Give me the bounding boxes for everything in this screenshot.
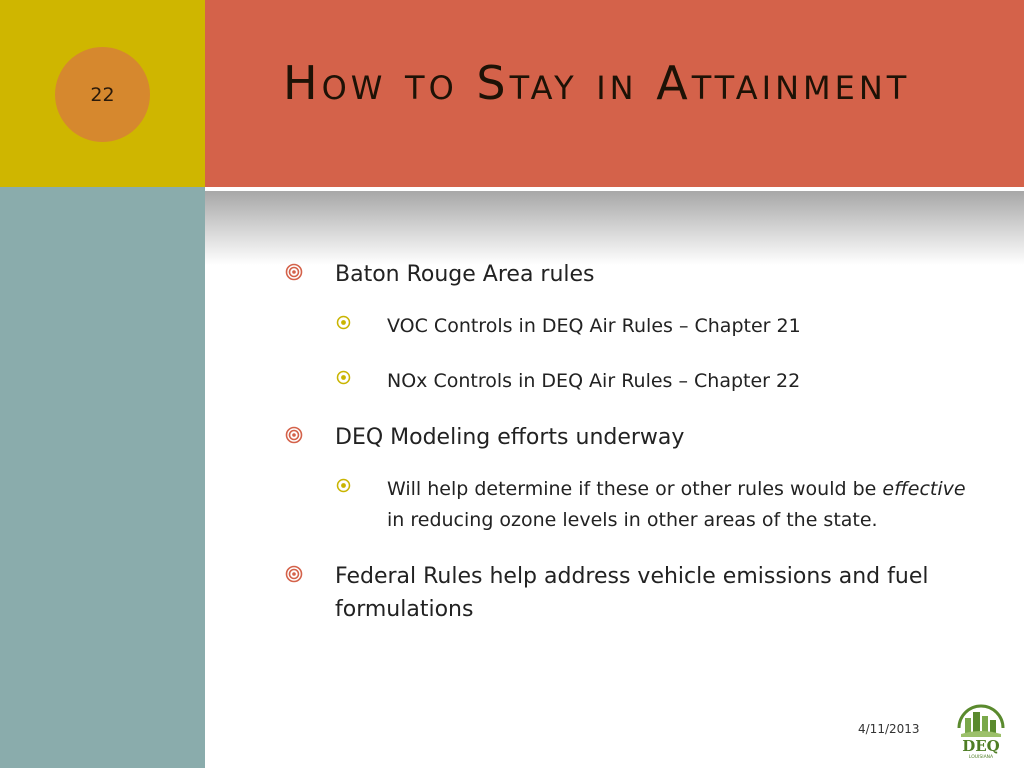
slide-number-text: 22: [90, 83, 115, 106]
circle-dot-bullet-icon: [336, 315, 351, 330]
bullet-item: [283, 421, 973, 454]
slide-number: [55, 47, 150, 142]
sub-bullet-text: NOx Controls in DEQ Air Rules – Chapter 22: [387, 370, 801, 392]
sub-bullet-item: [335, 474, 973, 536]
target-bullet-icon: [285, 565, 303, 583]
bullet-list: [283, 258, 973, 626]
sub-bullet-text: VOC Controls in DEQ Air Rules – Chapter 21: [387, 315, 801, 337]
circle-dot-bullet-icon: [336, 478, 351, 493]
emphasis-text: effective: [882, 478, 966, 500]
bullet-text: DEQ Modeling efforts underway: [335, 425, 685, 450]
bullet-text: Federal Rules help address vehicle emissions and fuel formulations: [335, 564, 929, 622]
logo-text: DEQ: [962, 737, 1000, 755]
sub-bullet-item: [335, 311, 973, 342]
decorative-teal-sidebar: [0, 187, 205, 768]
shadow-band: [205, 191, 1024, 265]
bullet-text: Baton Rouge Area rules: [335, 262, 595, 287]
sub-bullet-text-end: in reducing ozone levels in other areas of the state.: [387, 509, 878, 531]
circle-dot-bullet-icon: [336, 370, 351, 385]
target-bullet-icon: [285, 263, 303, 281]
target-bullet-icon: [285, 426, 303, 444]
slide-title: How to Stay in Attainment: [283, 56, 911, 110]
deq-logo-icon: [951, 698, 1011, 760]
sub-bullet-item: [335, 366, 973, 397]
logo-subtext: LOUISIANA: [968, 755, 994, 760]
bullet-item: [283, 258, 973, 291]
sub-bullet-text-start: Will help determine if these or other rules would be: [387, 478, 883, 500]
bullet-item: [283, 560, 973, 626]
slide-date: 4/11/2013: [858, 722, 920, 736]
